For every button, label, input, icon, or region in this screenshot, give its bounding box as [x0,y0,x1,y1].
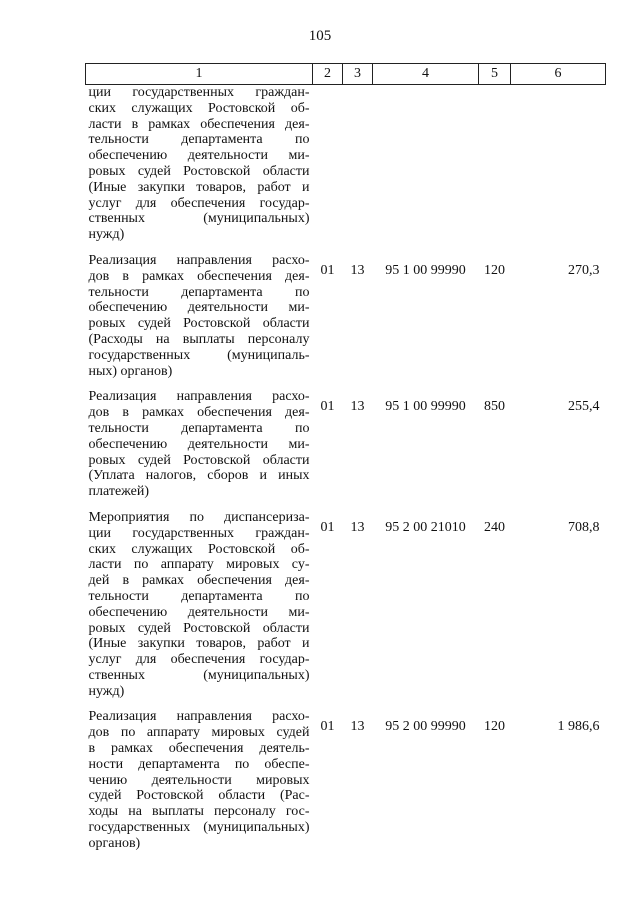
expense-name-line: органов) [88,835,141,851]
expense-name-line: Мероприятия по диспансеризa- [88,509,310,525]
section-code-cell: 01 [320,719,335,735]
expense-name-line: в рамках обеспечения деятель- [88,741,310,757]
expense-name-line: дов в рамках обеспечения дея- [88,405,310,421]
expense-name-line: чению деятельности мировых [88,772,310,788]
expense-name-cell [86,389,313,510]
expense-type-cell: 120 [484,719,505,735]
expense-name-line: (Расходы на выплаты персоналу [88,331,310,347]
budget-table [85,63,606,862]
column-header: 6 [511,64,606,85]
expense-name-line: тельности департамента по [88,132,310,148]
expense-name-line: дов по аппарату мировых судей [88,725,310,741]
expense-name-line: тельности департамента по [88,420,310,436]
subsection-code-cell [343,85,373,253]
table-row [86,253,606,389]
expense-name-line: (Иные закупки товаров, работ и [88,179,310,195]
expense-type-cell: 120 [484,262,505,278]
target-article-cell: 95 1 00 99990 [385,262,466,278]
expense-name-line: Реализация направления расхо- [88,709,310,725]
expense-name-line: нужд) [88,227,125,243]
subsection-code-cell: 13 [350,399,365,415]
table-row [86,510,606,710]
expense-name-line: ности департамента по обеспе- [88,756,310,772]
expense-type-cell [479,85,511,253]
expense-name-line: тельности департамента по [88,588,310,604]
expense-name-line: ласти по аппарату мировых су- [88,557,310,573]
column-header: 4 [373,64,479,85]
column-header: 5 [479,64,511,85]
expense-name-line: нужд) [88,683,125,699]
expense-name-line: ровых судей Ростовской области [88,163,310,179]
table-row [86,85,606,253]
column-header: 1 [86,64,313,85]
expense-type-cell: 240 [484,519,505,535]
target-article-cell [373,85,479,253]
amount-cell: 708,8 [568,519,600,535]
expense-name-line: (Иные закупки товаров, работ и [88,636,310,652]
expense-name-line: судей Ростовской области (Рас- [88,788,310,804]
expense-name-line: ских служащих Ростовской об- [88,100,310,116]
expense-name-line: ских служащих Ростовской об- [88,541,310,557]
expense-name-line: ции государственных граждан- [88,525,310,541]
subsection-code-cell: 13 [350,519,365,535]
expense-name-line: ственных (муниципальных) [88,667,310,683]
expense-type-cell: 850 [484,399,505,415]
expense-name-line: ровых судей Ростовской области [88,620,310,636]
target-article-cell: 95 2 00 99990 [385,719,466,735]
expense-name-line: ласти в рамках обеспечения дея- [88,116,310,132]
expense-name-line: государственных (муниципаль- [88,347,310,363]
expense-name-line: Реализация направления расхо- [88,252,310,268]
expense-name-line: услуг для обеспечения государ- [88,652,310,668]
table-row [86,389,606,510]
expense-name-line: Реализация направления расхо- [88,389,310,405]
expense-name-line: (Уплата налогов, сборов и иных [88,468,310,484]
section-code-cell [313,85,343,253]
expense-name-cell [86,510,313,710]
expense-name-line: ровых судей Ростовской области [88,452,310,468]
expense-name-line: ровых судей Ростовской области [88,316,310,332]
expense-name-cell [86,85,313,253]
target-article-cell: 95 2 00 21010 [385,519,466,535]
expense-name-line: тельности департамента по [88,284,310,300]
expense-name-line: ходы на выплаты персоналу гос- [88,804,310,820]
expense-name-line: обеспечению деятельности ми- [88,300,310,316]
subsection-code-cell: 13 [350,719,365,735]
expense-name-line: платежей) [88,484,150,500]
table-row [86,709,606,861]
target-article-cell: 95 1 00 99990 [385,399,466,415]
table-body [86,85,606,862]
expense-name-line: обеспечению деятельности ми- [88,148,310,164]
expense-name-line: обеспечению деятельности ми- [88,604,310,620]
column-header: 2 [313,64,343,85]
section-code-cell: 01 [320,262,335,278]
table-header-row [86,64,606,85]
expense-name-cell [86,253,313,389]
section-code-cell: 01 [320,399,335,415]
expense-name-line: дей в рамках обеспечения дея- [88,573,310,589]
section-code-cell: 01 [320,519,335,535]
subsection-code-cell: 13 [350,262,365,278]
expense-name-line: ных) органов) [88,363,173,379]
amount-cell: 255,4 [568,399,600,415]
amount-cell: 270,3 [568,262,600,278]
expense-name-line: государственных (муниципальных) [88,820,310,836]
amount-cell: 1 986,6 [557,719,600,735]
expense-name-cell [86,709,313,861]
amount-cell [511,85,606,253]
expense-name-line: услуг для обеспечения государ- [88,195,310,211]
page-number: 105 [308,28,332,44]
expense-name-line: ции государственных граждан- [88,85,310,100]
expense-name-line: дов в рамках обеспечения дея- [88,268,310,284]
column-header: 3 [343,64,373,85]
expense-name-line: обеспечению деятельности ми- [88,436,310,452]
expense-name-line: ственных (муниципальных) [88,211,310,227]
